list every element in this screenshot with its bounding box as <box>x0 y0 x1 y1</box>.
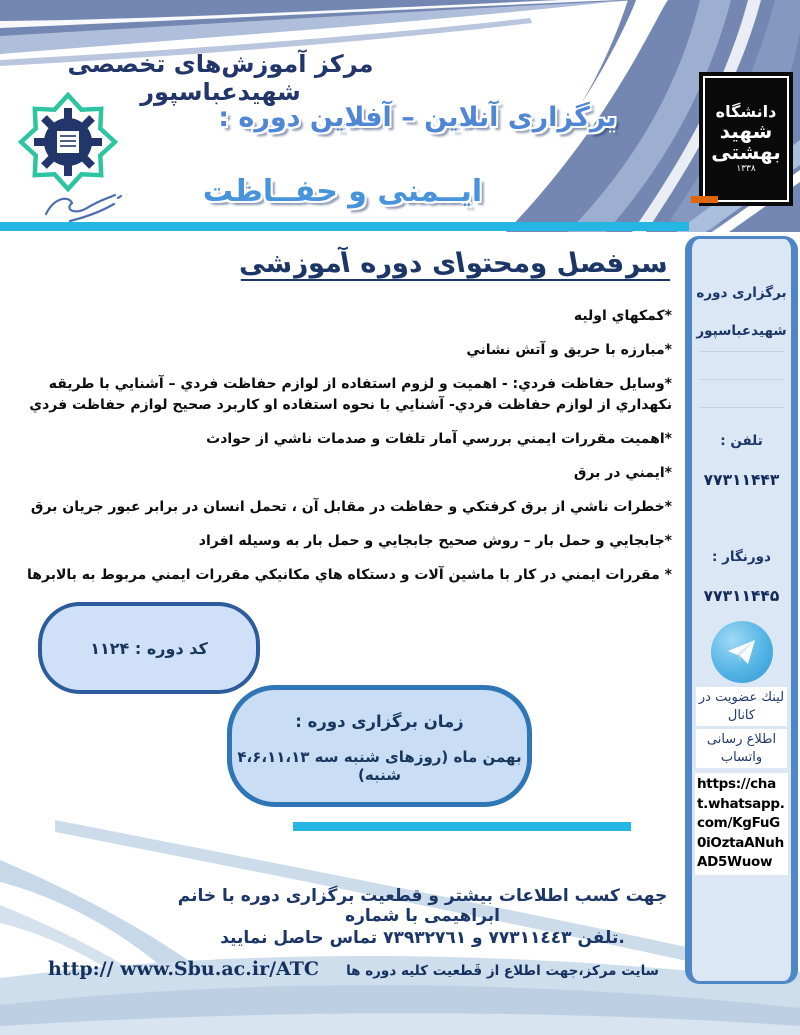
course-topics-list <box>22 306 672 599</box>
signature-scribble <box>42 192 127 226</box>
sidebar-org-line2: شهیدعباسپور <box>696 323 787 339</box>
delivery-mode-line: برگزاری آنلاین – آفلاین دوره : <box>218 102 617 133</box>
topic-item: *كمكهاي اوليه <box>573 308 672 324</box>
course-code-pill <box>38 602 260 694</box>
university-logo <box>699 72 793 206</box>
telegram-icon[interactable] <box>711 621 773 683</box>
telegram-icon-wrap <box>692 621 791 683</box>
middle-cyan-divider <box>293 822 631 831</box>
training-center-emblem-logo <box>18 92 118 192</box>
schedule-title: زمان برگزاری دوره : <box>295 712 464 731</box>
topic-item: *خطرات ناشي از برق كرفتكي و حفاظت در مقابل آن ، تحمل انسان در برابر عبور جريان برق <box>30 499 672 515</box>
sidebar-divider <box>699 407 784 408</box>
footer-contact-line1: جهت کسب اطلاعات بیشتر و قطعیت برگزاری دوره با خانم ابراهیمی با شماره <box>177 886 668 926</box>
university-logo-line: دانشگاه <box>715 101 777 121</box>
topic-item: *وسايل حفاظت فردي: - اهميت و لزوم استفاده از لوازم حفاظت فردي – آشنايي با طريقه نكهداري از لوازم حفاظت فردي- آشنايي با نحوه استفاده او كاربرد صحيح لوازم حفاظت فردي <box>29 376 672 413</box>
channel-note-1: لینك عضویت در كانال <box>696 687 787 726</box>
university-logo-line: بهشتی <box>711 139 781 164</box>
topic-item: *مبارزه با حريق و آتش نشاني <box>466 342 672 358</box>
orange-accent-dash <box>691 196 718 203</box>
course-code-text: کد دوره : ۱۱۲۴ <box>90 638 208 658</box>
footer-contact-line2: تلفن ٧٧٣١١٤٤٣ و ٧٣٩٣٢٧٦١ تماس حاصل نمایید. <box>220 928 625 948</box>
website-url[interactable]: http:// www.Sbu.ac.ir/ATC <box>48 958 319 980</box>
fax-number: ۷۷۳۱۱۴۴۵ <box>703 587 780 605</box>
sidebar-divider <box>699 351 784 352</box>
phone-label: تلفن : <box>720 433 763 449</box>
channel-note-2: اطلاع رسانی واتساب <box>696 729 787 768</box>
university-logo-year: ۱۳۳۸ <box>736 163 756 174</box>
course-name-title: ایــمنی و حفــاظت <box>202 174 483 209</box>
section-title: سرفصل ومحتوای دوره آموزشی <box>235 248 670 279</box>
topic-item: *جابجايي و حمل بار – روش صحيح جابجايي و حمل بار به وسيله افراد <box>198 533 672 549</box>
university-logo-calligraphy <box>703 76 789 202</box>
topic-item: *اهميت مقررات ايمني بررسي آمار تلفات و صدمات ناشي از حوادث <box>206 431 672 447</box>
university-logo-line: شهید <box>719 118 773 143</box>
whatsapp-link[interactable]: https://chat.whatsapp.com/KgFuG0iOztaANuhAD5Wuow <box>695 773 788 875</box>
fax-label: دورنگار : <box>712 549 771 565</box>
schedule-box <box>227 685 532 807</box>
topic-item: *ايمني در برق <box>573 465 672 481</box>
sidebar-divider <box>699 379 784 380</box>
topic-item: * مقررات ايمني در كار با ماشين آلات و دستكاه هاي مكانيكي مقررات ايمني مربوط به بالابرها <box>27 567 672 583</box>
sidebar-org-line1: برگزاری دوره <box>696 285 787 301</box>
schedule-detail: ۴،۶،۱۱،۱۳ بهمن ماه (روزهای شنبه سه شنبه) <box>237 748 522 784</box>
phone-number: ۷۷۳۱۱۴۴۳ <box>703 471 780 489</box>
org-title: مرکز آموزش‌های تخصصی شهیدعباسپور <box>67 50 374 106</box>
site-note: سایت مرکز،جهت اطلاع از قَطعیت کلیه دوره ها <box>346 963 659 979</box>
paper-plane-icon <box>724 634 760 670</box>
contact-sidebar <box>685 236 798 984</box>
header-cyan-divider <box>0 222 689 231</box>
